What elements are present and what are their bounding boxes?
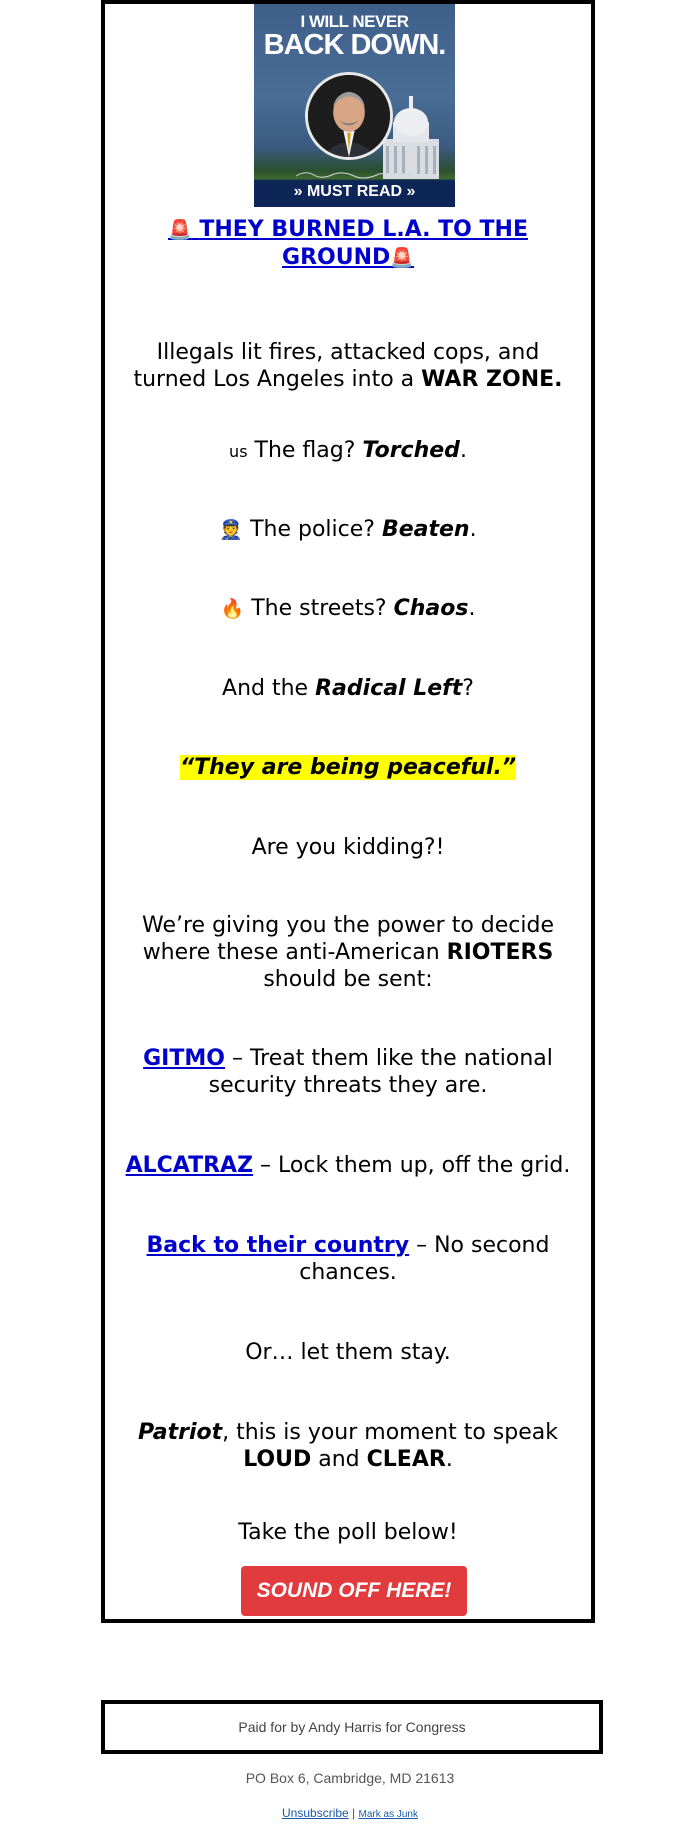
- back-to-country-link[interactable]: Back to their country: [146, 1233, 410, 1258]
- mailing-address: PO Box 6, Cambridge, MD 21613: [245, 1770, 455, 1786]
- email-content-frame: [101, 0, 595, 1623]
- radical-left-paragraph: And the Radical Left?: [222, 676, 474, 701]
- option-alcatraz: ALCATRAZ – Lock them up, off the grid.: [125, 1153, 571, 1178]
- headline-link[interactable]: [168, 217, 528, 270]
- banner-line1: I WILL NEVER: [300, 12, 409, 31]
- headline[interactable]: [105, 216, 591, 272]
- siren-icon: 🚨: [168, 219, 192, 241]
- intro-paragraph: Illegals lit fires, attacked cops, and turned Los Angeles into a WAR ZONE.: [133, 340, 563, 392]
- paid-for-box: Paid for by Andy Harris for Congress: [101, 1700, 603, 1754]
- sound-off-button[interactable]: SOUND OFF HERE!: [241, 1566, 467, 1616]
- police-paragraph: 👮 The police? Beaten.: [219, 517, 477, 542]
- streets-paragraph: 🔥 The streets? Chaos.: [220, 596, 476, 621]
- mark-as-junk-link[interactable]: Mark as Junk: [358, 1809, 418, 1820]
- option-gitmo: GITMO – Treat them like the national security threats they are.: [143, 1046, 553, 1098]
- signature-image: [294, 169, 414, 179]
- police-officer-icon: 👮: [219, 519, 244, 541]
- flag-icon: us: [229, 442, 248, 461]
- patriot-paragraph: Patriot, this is your moment to speak LOUD and CLEAR.: [138, 1420, 558, 1472]
- footer-links: [0, 1806, 700, 1820]
- gitmo-link[interactable]: GITMO: [143, 1046, 225, 1071]
- capitol-building-icon: [383, 84, 439, 179]
- unsubscribe-link[interactable]: Unsubscribe: [282, 1806, 349, 1820]
- alcatraz-link[interactable]: ALCATRAZ: [125, 1153, 254, 1178]
- quote-paragraph: [105, 754, 591, 781]
- must-read-label: » MUST READ »: [293, 183, 416, 200]
- banner-line2: BACK DOWN.: [263, 29, 446, 61]
- header-banner-image[interactable]: [254, 4, 455, 207]
- highlighted-quote: “They are being peaceful.”: [179, 755, 517, 780]
- poll-prompt: Take the poll below!: [238, 1520, 458, 1545]
- fire-icon: 🔥: [220, 598, 245, 620]
- headline-text: THEY BURNED L.A. TO THE GROUND: [199, 217, 528, 270]
- candidate-portrait: [305, 72, 393, 160]
- let-them-stay-paragraph: Or… let them stay.: [245, 1340, 451, 1365]
- flag-paragraph: us The flag? Torched.: [229, 438, 467, 463]
- kidding-paragraph: Are you kidding?!: [251, 835, 445, 860]
- power-paragraph: We’re giving you the power to decide where these anti-American RIOTERS should be sent:: [142, 913, 554, 992]
- siren-icon: 🚨: [390, 247, 414, 269]
- option-back-to-country: Back to their country – No second chances.: [146, 1233, 550, 1285]
- link-separator: |: [348, 1806, 359, 1820]
